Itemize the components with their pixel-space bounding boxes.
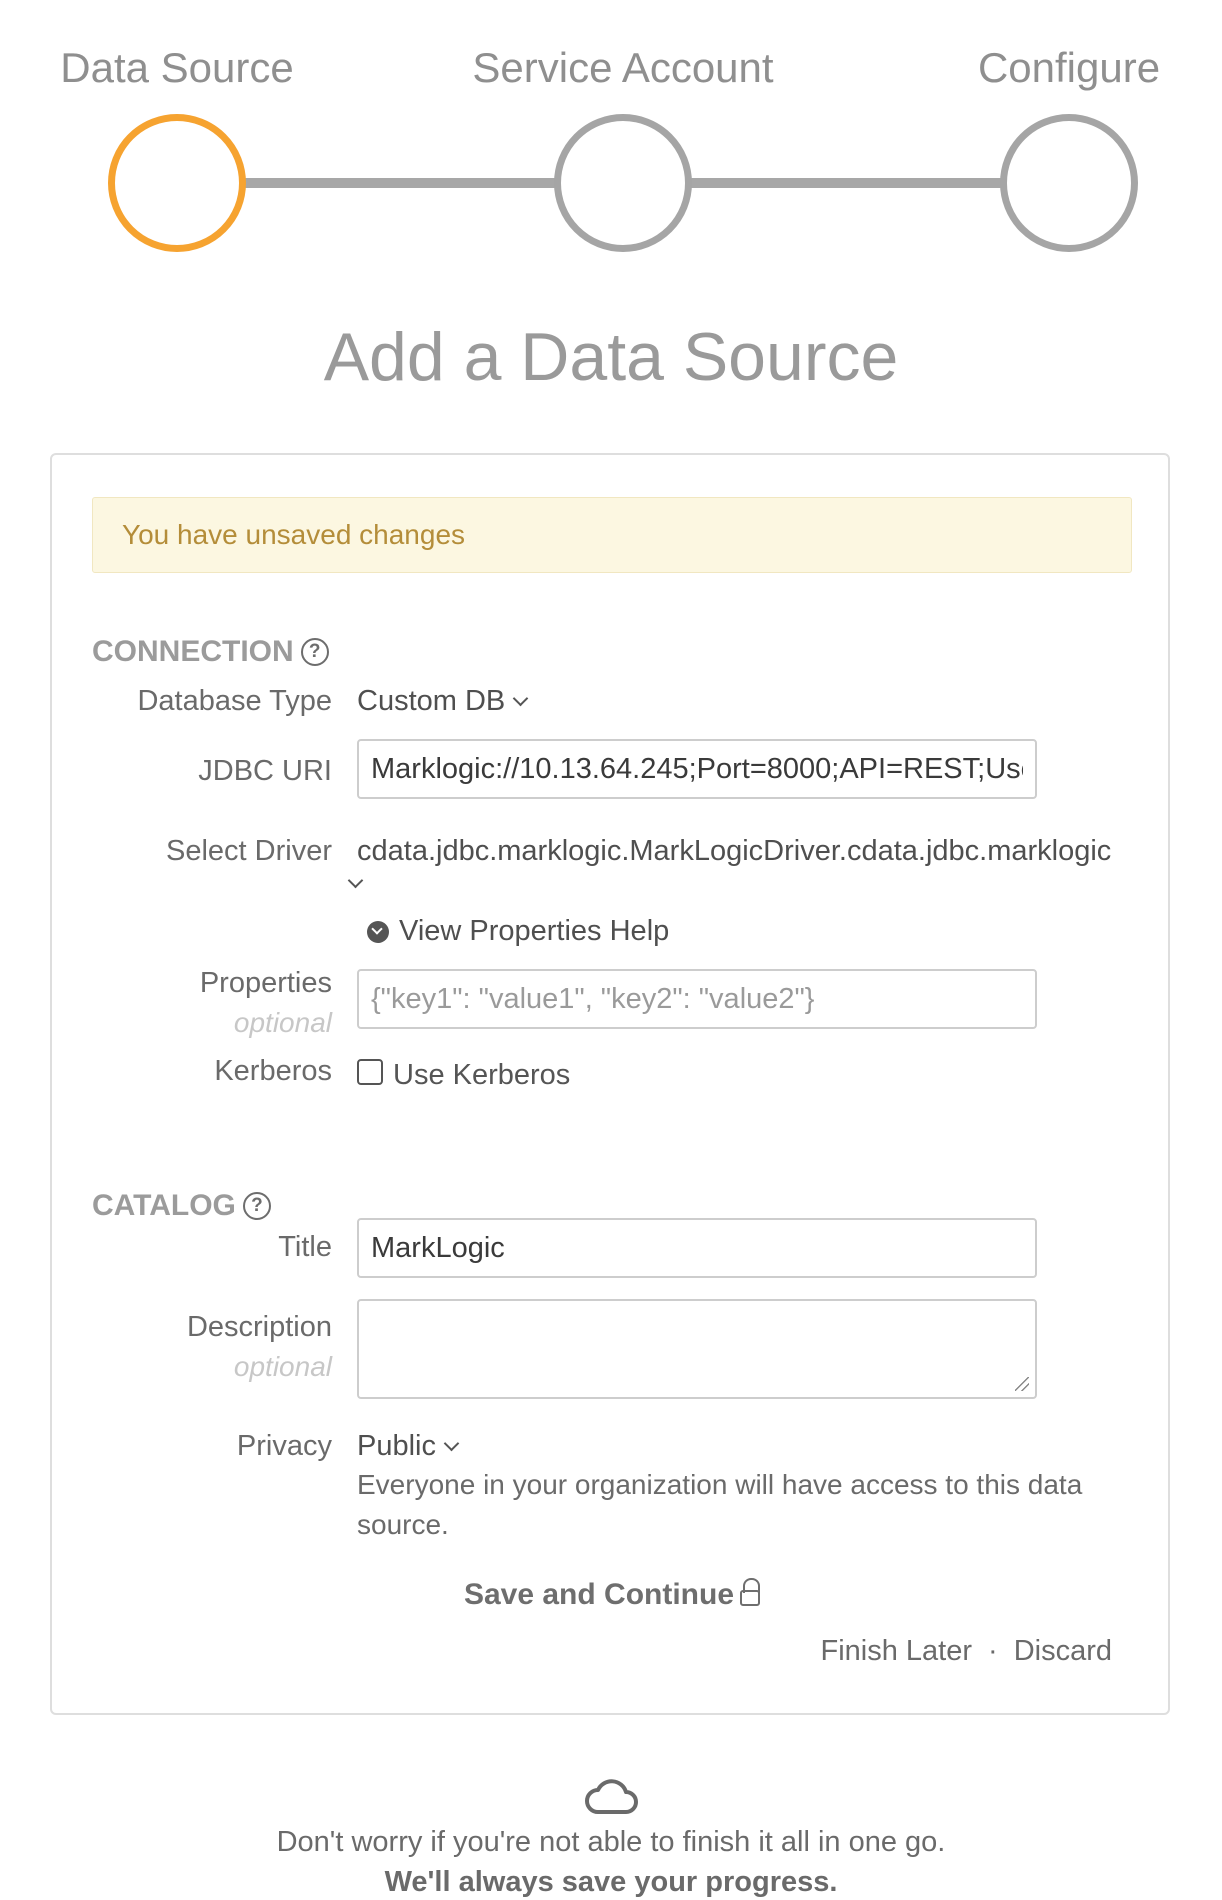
finish-later-link[interactable]: Finish Later xyxy=(820,1635,973,1667)
database-type-dropdown[interactable] xyxy=(357,685,526,718)
privacy-label: Privacy xyxy=(236,1430,332,1462)
title-input[interactable] xyxy=(357,1218,1037,1278)
view-properties-help-link[interactable] xyxy=(367,915,669,948)
description-label: Description xyxy=(186,1311,332,1343)
step-label-configure: Configure xyxy=(977,44,1161,91)
kerberos-label: Kerberos xyxy=(214,1055,332,1087)
save-progress-notice: Don't worry if you're not able to finish it all in one go. xyxy=(276,1826,946,1858)
use-kerberos-label[interactable]: Use Kerberos xyxy=(393,1059,571,1091)
step-circle-service-account[interactable] xyxy=(554,114,692,252)
unsaved-changes-alert: You have unsaved changes xyxy=(92,497,1132,573)
form-footer-links xyxy=(821,1635,1113,1668)
save-and-continue-button[interactable] xyxy=(52,1578,1172,1612)
select-driver-label: Select Driver xyxy=(166,835,332,867)
driver-value: cdata.jdbc.marklogic.MarkLogicDriver.cdata.jdbc.marklogic xyxy=(357,835,1112,867)
connection-help-icon[interactable]: ? xyxy=(301,638,329,666)
privacy-description: Everyone in your organization will have access to this data source. xyxy=(357,1469,1083,1540)
page-title: Add a Data Source xyxy=(323,319,899,395)
driver-dropdown[interactable] xyxy=(357,835,1111,868)
properties-label: Properties xyxy=(199,967,332,999)
step-circle-data-source[interactable] xyxy=(108,114,246,252)
data-source-form-card xyxy=(50,453,1170,1715)
lock-icon xyxy=(740,1590,760,1606)
cloud-icon xyxy=(584,1772,638,1818)
view-properties-help-text: View Properties Help xyxy=(399,915,670,947)
resize-grip-icon[interactable] xyxy=(1015,1377,1029,1391)
database-type-label: Database Type xyxy=(137,685,332,717)
step-connector-2 xyxy=(686,178,1006,188)
properties-input[interactable] xyxy=(357,969,1037,1029)
step-label-data-source: Data Source xyxy=(60,44,294,91)
catalog-heading xyxy=(92,1189,271,1223)
download-circle-icon xyxy=(367,921,389,943)
connection-heading-text: CONNECTION xyxy=(92,635,294,668)
link-separator: · xyxy=(988,1635,998,1667)
privacy-value: Public xyxy=(357,1430,436,1462)
chevron-down-icon xyxy=(513,691,529,707)
step-label-service-account: Service Account xyxy=(472,44,774,91)
description-textarea[interactable] xyxy=(357,1299,1037,1399)
jdbc-uri-input[interactable] xyxy=(357,739,1037,799)
step-circle-configure[interactable] xyxy=(1000,114,1138,252)
catalog-heading-text: CATALOG xyxy=(92,1189,236,1222)
privacy-dropdown[interactable] xyxy=(357,1430,457,1463)
use-kerberos-checkbox[interactable] xyxy=(357,1059,383,1085)
title-label: Title xyxy=(278,1231,332,1263)
chevron-down-icon xyxy=(444,1436,460,1452)
save-progress-emphasis: We'll always save your progress. xyxy=(384,1866,838,1898)
connection-heading xyxy=(92,635,329,669)
discard-link[interactable]: Discard xyxy=(1013,1635,1112,1667)
properties-optional-hint: optional xyxy=(233,1007,332,1038)
database-type-value: Custom DB xyxy=(357,685,506,717)
step-connector-1 xyxy=(240,178,560,188)
driver-chevron-down-icon[interactable] xyxy=(348,873,364,889)
description-optional-hint: optional xyxy=(233,1351,332,1382)
catalog-help-icon[interactable]: ? xyxy=(243,1192,271,1220)
save-and-continue-label: Save and Continue xyxy=(463,1578,735,1611)
jdbc-uri-label: JDBC URI xyxy=(198,755,332,787)
